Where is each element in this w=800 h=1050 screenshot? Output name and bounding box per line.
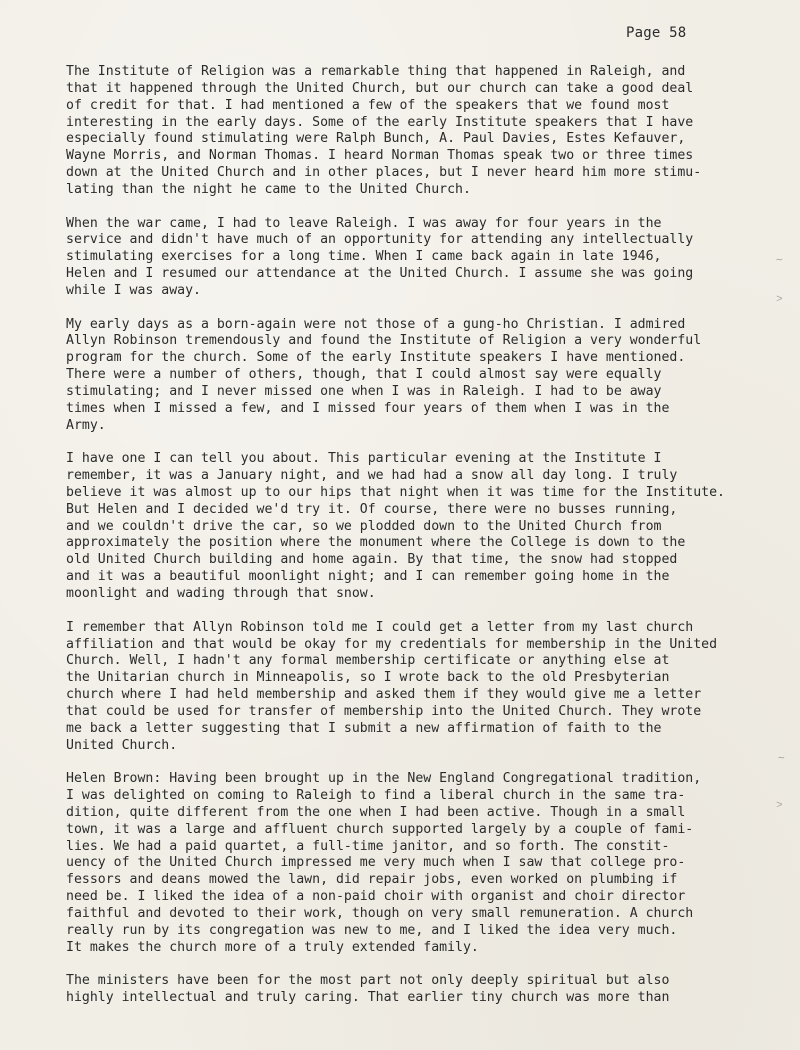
page-number: Page 58 bbox=[626, 25, 687, 41]
paragraph: I have one I can tell you about. This particular evening at the Institute I remember, it was a January night, and we had had a snow all day long. I truly believe it was almost up to our hips that night when it was time for the Institute. But Helen and I decided we'd try it. Of course, there were no busses running, and we couldn't drive the car, so we plodded down to the United Church from approximately the position where the monument where the College is down to the old United Church building and home again. By that time, the snow had stopped and it was a beautiful moonlight night; and I can remember going home in the moonlight and wading through that snow. bbox=[66, 451, 725, 602]
margin-mark-icon: ˃ bbox=[776, 798, 783, 811]
paragraph: My early days as a born-again were not those of a gung-ho Christian. I admired Allyn Robinson tremendously and found the Institute of Religion a very wonderful program for the church. Some of the early Institute speakers I have mentioned. There were a number of others, though, that I could almost say were equally stimulating; and I never missed one when I was in Raleigh. I had to be away times when I missed a few, and I missed four years of them when I was in the Army. bbox=[66, 316, 702, 433]
margin-mark-icon: ˃ bbox=[776, 292, 783, 305]
margin-mark-icon: ∼ bbox=[778, 751, 785, 764]
paragraph: The ministers have been for the most part not only deeply spiritual but also highly intellectual and truly caring. That earlier tiny church was more than bbox=[66, 973, 670, 1006]
body-text bbox=[66, 64, 786, 1024]
paragraph: I remember that Allyn Robinson told me I could get a letter from my last church affiliation and that would be okay for my credentials for membership in the United Church. Well, I hadn't any formal membership certificate or anything else at the Unitarian church in Minneapolis, so I wrote back to the old Presbyterian church where I had held membership and asked them if they would give me a letter that could be used for transfer of membership into the United Church. They wrote me back a letter suggesting that I submit a new affirmation of faith to the United Church. bbox=[66, 619, 718, 753]
margin-mark-icon: ∼ bbox=[776, 253, 783, 266]
paragraph: When the war came, I had to leave Raleigh. I was away for four years in the service and didn't have much of an opportunity for attending any intellectually stimulating exercises for a long time. When I came back again in late 1946, Helen and I resumed our attendance at the United Church. I assume she was going while I was away. bbox=[66, 215, 694, 298]
paragraph: The Institute of Religion was a remarkable thing that happened in Raleigh, and that it happened through the United Church, but our church can take a good deal of credit for that. I had mentioned a few of the speakers that we found most interesting in the early days. Some of the early Institute speakers that I have especially found stimulating were Ralph Bunch, A. Paul Davies, Estes Kefauver, Wayne Morris, and Norman Thomas. I heard Norman Thomas speak two or three times down at the United Church and in other places, but I never heard him more stimu- lating than the night he came to the United Church. bbox=[66, 64, 702, 197]
paragraph: Helen Brown: Having been brought up in the New England Congregational tradition, I was delighted on coming to Raleigh to find a liberal church in the same tra- dition, quite different from the one when I had been active. Though in a small town, it was a large and affluent church supported largely by a couple of fami- lies. We had a paid quartet, a full-time janitor, and so forth. The constit- uency of the United Church impressed me very much when I saw that college pro- fessors and deans mowed the lawn, did repair jobs, even worked on plumbing if need be. I liked the idea of a non-paid choir with organist and choir director faithful and devoted to their work, though on very small remuneration. A church really run by its congregation was new to me, and I liked the idea very much. It makes the church more of a truly extended family. bbox=[66, 771, 702, 955]
